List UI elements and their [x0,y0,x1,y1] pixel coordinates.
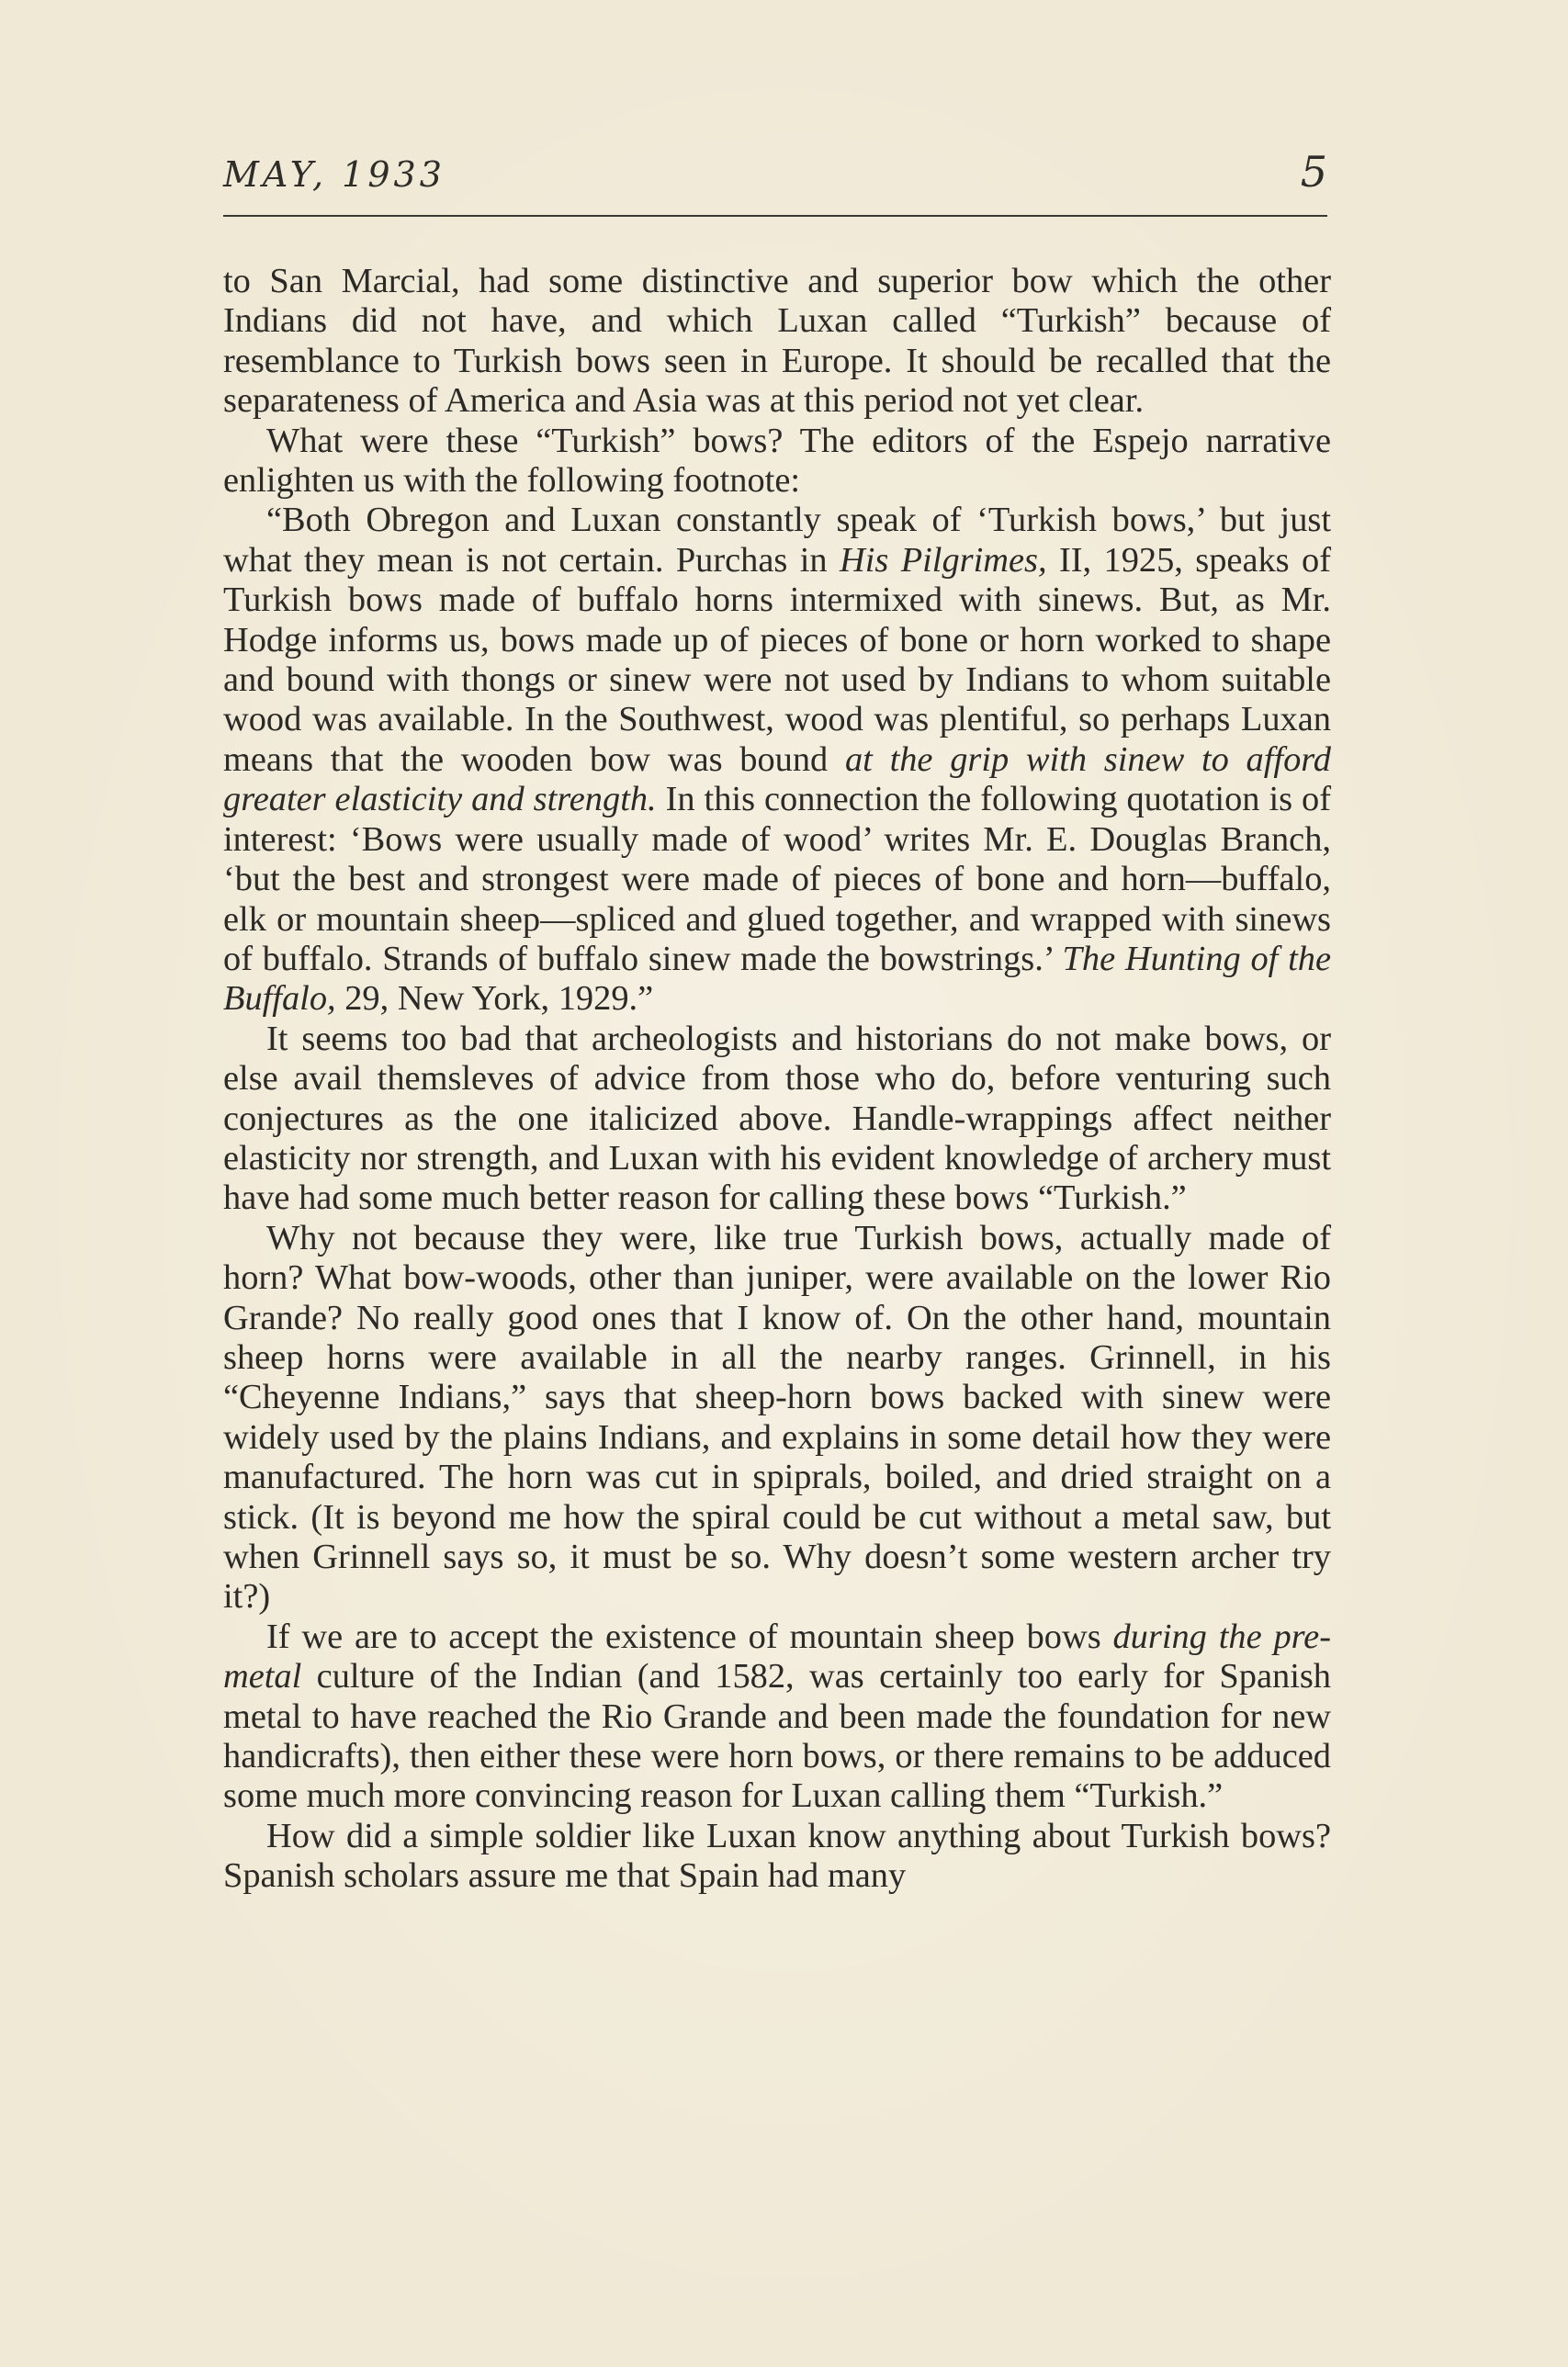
paragraph-p4 [223,1020,1331,1219]
italic-text: at the grip with sinew to afford greater elasticity and strength. [223,739,1331,819]
page-number: 5 [1300,147,1327,197]
text-run: In this connection the following quotation is of interest: ‘Bows were usually made of wood’ writes Mr. E. Douglas Branch, ‘but the best and strongest were made of pieces of bone and horn—buffalo, elk or mountain sheep—spliced and glued together, and wrapped with sinews of buffalo. Strands of buffalo sinew made the bowstrings.’ [223,780,1331,978]
article-body [223,262,1331,1897]
text-run: If we are to accept the existence of mountain sheep bows [266,1617,1113,1656]
italic-text: His Pilgrimes, [839,540,1047,580]
paragraph-p6 [223,1617,1331,1817]
paragraph-p3 [223,501,1331,1019]
text-run: Why not because they were, like true Turkish bows, actually made of horn? What bow-woods, other than juniper, were available on the lower Rio Grande? No really good ones that I know of. On the other hand, mountain sheep horns were available in all the nearby ranges. Grinnell, in his “Cheyenne Indians,” says that sheep-horn bows backed with sinew were widely used by the plains Indians, and explains in some detail how they were manufactured. The horn was cut in spiprals, boiled, and dried straight on a stick. (It is beyond me how the spiral could be cut without a metal saw, but when Grinnell says so, it must be so. Why doesn’t some western archer try it?) [223,1218,1331,1617]
paragraph-p5 [223,1219,1331,1617]
italic-text: The Hunting of the Buffalo, [223,939,1331,1019]
paragraph-p1 [223,262,1331,422]
text-run: 29, New York, 1929.” [335,979,654,1019]
italic-text: during the pre-metal [223,1617,1331,1696]
text-run: How did a simple soldier like Luxan know anything about Turkish bows? Spanish scholars assure me that Spain had many [223,1816,1331,1896]
text-run: It seems too bad that archeologists and historians do not make bows, or else avail themsleves of advice from those who do, before venturing such conjectures as the one italicized above. Handle-wrappings affect neither elasticity nor strength, and Luxan with his evident knowledge of archery must have had some much better reason for calling these bows “Turkish.” [223,1019,1331,1218]
text-run: II, 1925, speaks of Turkish bows made of buffalo horns intermixed with sinews. But, as Mr. Hodge informs us, bows made up of pieces of bone or horn worked to shape and bound with thongs or sinew were not used by Indians to whom suitable wood was available. In the Southwest, wood was plentiful, so perhaps Luxan means that the wooden bow was bound [223,540,1331,779]
text-run: “Both Obregon and Luxan constantly speak of ‘Turkish bows,’ but just what they mean is not certain. Purchas in [223,501,1331,580]
paragraph-p7 [223,1817,1331,1897]
text-run: What were these “Turkish” bows? The editors of the Espejo narrative enlighten us with the following footnote: [223,421,1331,501]
paragraph-p2 [223,422,1331,502]
running-head [223,147,1327,211]
header-rule [223,215,1327,217]
issue-date: MAY, 1933 [223,154,446,195]
text-run: culture of the Indian (and 1582, was certainly too early for Spanish metal to have reached the Rio Grande and been made the foundation for new handicrafts), then either these were horn bows, or there remains to be adduced some much more convincing reason for Luxan calling them “Turkish.” [223,1657,1331,1816]
text-run: to San Marcial, had some distinctive and superior bow which the other Indians did not have, and which Luxan called “Turkish” because of resemblance to Turkish bows seen in Europe. It should be recalled that the separateness of America and Asia was at this period not yet clear. [223,262,1331,421]
